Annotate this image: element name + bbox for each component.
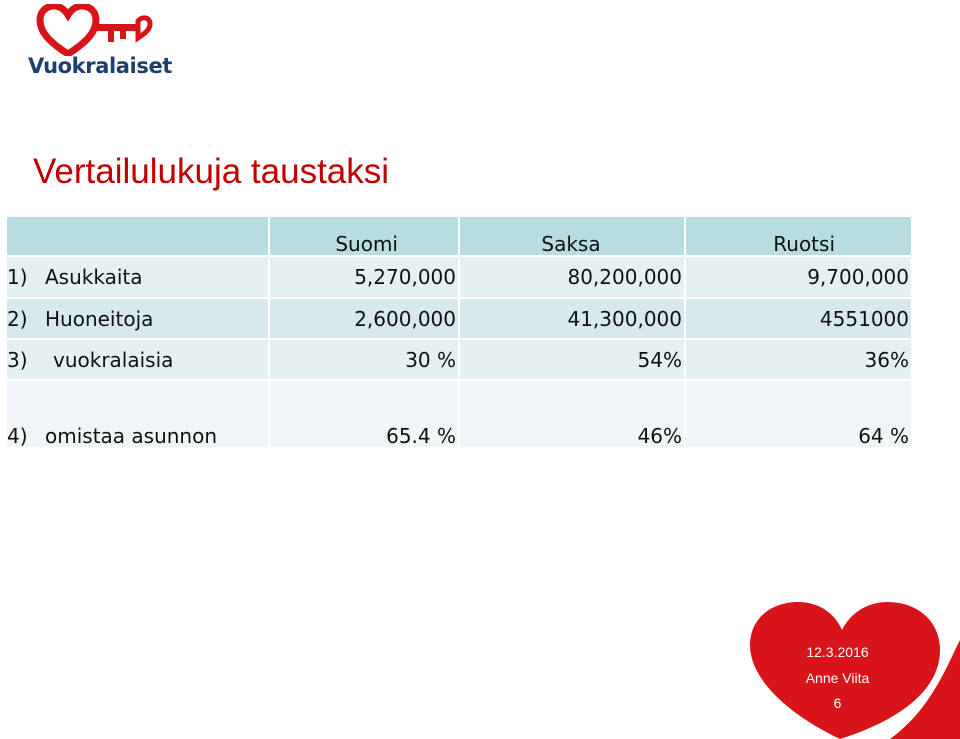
row-label-text: Asukkaita bbox=[45, 265, 143, 289]
row-label bbox=[6, 256, 269, 298]
cell-saksa: 80,200,000 bbox=[459, 256, 685, 298]
cell-suomi: 5,270,000 bbox=[269, 256, 459, 298]
cell-saksa: 41,300,000 bbox=[459, 298, 685, 339]
footer-date: 12.3.2016 bbox=[806, 644, 869, 660]
column-header-saksa: Saksa bbox=[459, 216, 685, 256]
cell-ruotsi: 4551000 bbox=[685, 298, 912, 339]
cell-ruotsi: 36% bbox=[685, 339, 912, 380]
row-label bbox=[6, 298, 269, 339]
header-empty-cell bbox=[6, 216, 269, 256]
footer-author: Anne Viita bbox=[805, 670, 870, 686]
row-number: 4) bbox=[7, 424, 28, 448]
row-number: 2) bbox=[7, 306, 28, 331]
key-heart-icon bbox=[36, 4, 156, 56]
comparison-table bbox=[5, 215, 913, 449]
row-label-text: omistaa asunnon bbox=[45, 424, 218, 448]
row-number: 3) bbox=[7, 347, 28, 372]
column-header-suomi: Suomi bbox=[269, 216, 459, 256]
logo-wordmark: Vuokralaiset bbox=[28, 54, 172, 78]
slide-number: 6 bbox=[833, 695, 842, 711]
row-label bbox=[6, 339, 269, 380]
table-header-row bbox=[6, 216, 912, 256]
column-header-ruotsi: Ruotsi bbox=[685, 216, 912, 256]
row-number: 1) bbox=[7, 265, 28, 289]
table-row bbox=[6, 339, 912, 380]
cell-ruotsi: 64 % bbox=[685, 380, 912, 448]
row-label-text: Huoneitoja bbox=[45, 306, 154, 331]
table-row bbox=[6, 380, 912, 448]
table-row bbox=[6, 256, 912, 298]
table-row bbox=[6, 298, 912, 339]
row-label bbox=[6, 380, 269, 448]
cell-suomi: 2,600,000 bbox=[269, 298, 459, 339]
cell-saksa: 46% bbox=[459, 380, 685, 448]
cell-ruotsi: 9,700,000 bbox=[685, 256, 912, 298]
cell-suomi: 30 % bbox=[269, 339, 459, 380]
cell-suomi: 65.4 % bbox=[269, 380, 459, 448]
row-label-text: vuokralaisia bbox=[53, 347, 174, 372]
vuokralaiset-logo bbox=[28, 4, 172, 84]
page-title: Vertailulukuja taustaksi bbox=[33, 152, 390, 191]
cell-saksa: 54% bbox=[459, 339, 685, 380]
